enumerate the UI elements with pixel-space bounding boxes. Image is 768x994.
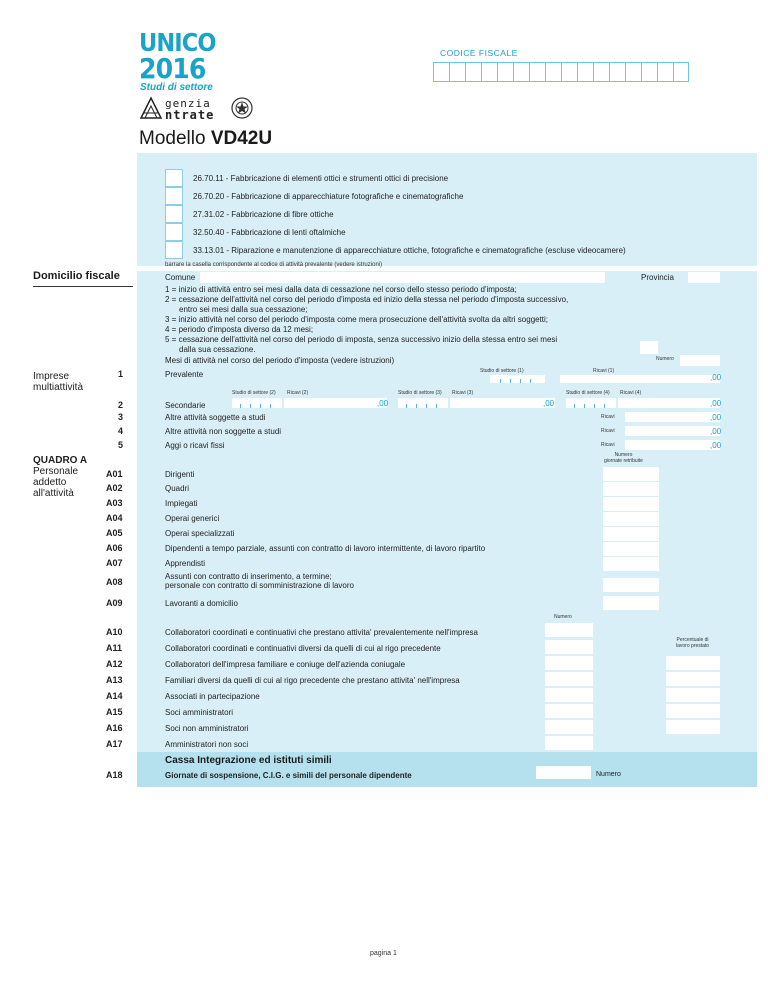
row-label: Amministratori non soci: [165, 740, 249, 749]
domicilio-code-input[interactable]: [640, 341, 658, 354]
unico-logo-subtitle: Studi di settore: [140, 82, 213, 93]
quadro-a-sub3: all'attività: [33, 488, 74, 499]
altre-soggette-label: Altre attività soggette a studi: [165, 413, 266, 422]
percentuale-input[interactable]: [666, 720, 720, 734]
secondarie-label: Secondarie: [165, 401, 206, 410]
ricavi1-decimals: ,00: [710, 373, 722, 382]
activity-row: [165, 241, 626, 259]
percentuale-input[interactable]: [666, 688, 720, 702]
note-line: 3 = inizio attività nel corso del periodo d'imposta come mera prosecuzione dell'attività svolta da altri soggetti;: [165, 315, 549, 324]
numero-input[interactable]: [545, 623, 593, 637]
row-label: Apprendisti: [165, 559, 206, 568]
row-label: Operai specializzati: [165, 529, 235, 538]
row-label: Collaboratori dell'impresa familiare e coniuge dell'azienda coniugale: [165, 660, 406, 669]
agenzia-line1: genzia: [165, 97, 211, 110]
giornate-input[interactable]: [603, 542, 659, 556]
numero-input[interactable]: [545, 688, 593, 702]
page-number: pagina 1: [370, 950, 397, 957]
multi-title-line2: multiattività: [33, 382, 84, 393]
comune-label: Comune: [165, 273, 196, 282]
domicilio-title: Domicilio fiscale: [33, 270, 120, 282]
row-number: 3: [118, 412, 124, 422]
studio1-ticks: [500, 379, 540, 383]
row-label: Dipendenti a tempo parziale, assunti con contratto di lavoro intermittente, di lavoro ripartito: [165, 544, 486, 553]
row-code: A15: [106, 707, 123, 717]
row-number: 4: [118, 426, 124, 436]
row-code: A11: [106, 643, 123, 653]
a08-line2: personale con contratto di somministrazione di lavoro: [165, 581, 354, 590]
a18-label: Giornate di sospensione, C.I.G. e simili del personale dipendente: [165, 771, 412, 780]
row-code: A17: [106, 739, 123, 749]
numero-input[interactable]: [545, 704, 593, 718]
provincia-label: Provincia: [641, 273, 674, 282]
row-code: A03: [106, 498, 123, 508]
percentuale-input[interactable]: [666, 672, 720, 686]
quadro-a-sub1: Personale: [33, 466, 79, 477]
percentuale-label: [676, 637, 709, 649]
giornate-input[interactable]: [603, 482, 659, 496]
row-number: 2: [118, 400, 124, 410]
a08-label: [165, 572, 354, 590]
aggi-label: Aggi o ricavi fissi: [165, 441, 225, 450]
studio4-ticks: [574, 404, 614, 408]
codice-fiscale-input[interactable]: [433, 62, 689, 82]
note-line: entro sei mesi dalla sua cessazione;: [179, 305, 308, 314]
quadro-a-heading: QUADRO A: [33, 455, 88, 466]
activity-checkbox[interactable]: [165, 223, 183, 241]
mesi-numero-label: Numero: [656, 356, 674, 362]
row-label: Soci amministratori: [165, 708, 234, 717]
ricavi-label: Ricavi: [601, 414, 615, 420]
domicilio-notes: [165, 285, 568, 355]
ricavi-label: Ricavi: [601, 442, 615, 448]
row-label: Collaboratori coordinati e continuativi che prestano attivita' prevalentemente nell'impresa: [165, 628, 479, 637]
row-code: A05: [106, 528, 123, 538]
model-prefix: Modello: [139, 128, 206, 149]
ricavi4-decimals: ,00: [710, 399, 722, 408]
activity-row: [165, 205, 334, 223]
mesi-input[interactable]: [680, 355, 720, 366]
unico-logo-title: UNICO: [139, 28, 216, 57]
giornate-input[interactable]: [603, 497, 659, 511]
row-label: Lavoranti a domicilio: [165, 599, 238, 608]
row-code: A02: [106, 483, 123, 493]
row-code: A01: [106, 469, 123, 479]
aggi-input[interactable]: [625, 440, 720, 450]
activity-row: [165, 187, 463, 205]
ricavi1-label: Ricavi (1): [593, 368, 615, 374]
percentuale-input[interactable]: [666, 656, 720, 670]
ricavi3-label: Ricavi (3): [452, 390, 474, 396]
giornate-input[interactable]: [603, 467, 659, 481]
numero-input[interactable]: [545, 656, 593, 670]
altre-non-soggette-label: Altre attività non soggette a studi: [165, 427, 282, 436]
row-code: A14: [106, 691, 123, 701]
percentuale-line2: lavoro prestato: [676, 643, 710, 649]
altre-soggette-input[interactable]: [625, 412, 720, 422]
unico-logo-year: 2016: [139, 52, 206, 85]
row-label: Impiegati: [165, 499, 198, 508]
activity-label: 27.31.02 - Fabbricazione di fibre ottiche: [193, 209, 334, 219]
row-code: A04: [106, 513, 123, 523]
note-line: 1 = inizio di attività entro sei mesi dalla data di cessazione nel corso dello stesso periodo d'imposta;: [165, 285, 517, 294]
barrare-note: barrare la casella corrispondente al codice di attività prevalente (vedere istruzioni): [165, 262, 383, 268]
activity-label: 32.50.40 - Fabbricazione di lenti oftalmiche: [193, 227, 346, 237]
row-code: A13: [106, 675, 123, 685]
mesi-label: Mesi di attività nel corso del periodo d'imposta (vedere istruzioni): [165, 356, 395, 365]
multi-title-line1: Imprese: [33, 371, 70, 382]
studio3-label: Studio di settore (3): [398, 390, 442, 396]
giornate-input[interactable]: [603, 596, 659, 610]
numero-input[interactable]: [545, 720, 593, 734]
note-line: 5 = cessazione dell'attività nel corso del periodo di imposta, senza successivo inizio della stessa entro sei mesi: [165, 335, 558, 344]
note-line: 2 = cessazione dell'attività nel corso del periodo d'imposta ed inizio della stessa nel periodo d'imposta successivo,: [165, 295, 569, 304]
studio1-label: Studio di settore (1): [480, 368, 524, 374]
row-code: A08: [106, 577, 123, 587]
note-line: dalla sua cessazione.: [179, 345, 256, 354]
quadro-a-sub2: addetto: [33, 477, 67, 488]
activity-row: [165, 169, 448, 187]
ricavi3-input[interactable]: [450, 398, 555, 408]
row-code: A06: [106, 543, 123, 553]
comune-input[interactable]: [200, 272, 605, 283]
decimals: ,00: [710, 441, 722, 450]
model-title: [139, 128, 272, 150]
model-code: VD42U: [210, 128, 273, 149]
domicilio-underline: [33, 286, 133, 287]
giornate-input[interactable]: [603, 557, 659, 571]
row-code: A18: [106, 770, 123, 780]
activity-label: 33.13.01 - Riparazione e manutenzione di apparecchiature ottiche, fotografiche e cinematografiche (escluse videocamere): [193, 245, 626, 255]
giornate-input[interactable]: [603, 578, 659, 592]
row-number: 5: [118, 440, 124, 450]
quadro-a-title: [33, 455, 87, 499]
studio4-label: Studio di settore (4): [566, 390, 610, 396]
row-number: 1: [118, 369, 124, 379]
multi-title: [33, 371, 83, 393]
row-label: Soci non amministratori: [165, 724, 249, 733]
activity-checkbox[interactable]: [165, 187, 183, 205]
row-label: Familiari diversi da quelli di cui al rigo precedente che prestano attivita' nell'impresa: [165, 676, 460, 685]
a18-numero-label: Numero: [596, 771, 621, 778]
decimals: ,00: [710, 427, 722, 436]
ricavi1-input[interactable]: [560, 375, 720, 383]
a08-line1: Assunti con contratto di inserimento, a termine;: [165, 572, 332, 581]
activity-row: [165, 223, 346, 241]
row-label: Operai generici: [165, 514, 220, 523]
activity-checkbox[interactable]: [165, 205, 183, 223]
agenzia-logo-icon: [139, 96, 163, 120]
provincia-input[interactable]: [688, 272, 720, 283]
percentuale-input[interactable]: [666, 704, 720, 718]
row-code: A10: [106, 627, 123, 637]
activity-checkbox[interactable]: [165, 169, 183, 187]
numero-label: Numero: [554, 614, 572, 620]
giornate-input[interactable]: [603, 512, 659, 526]
row-label: Associati in partecipazione: [165, 692, 260, 701]
activity-checkbox[interactable]: [165, 241, 183, 259]
studio2-ticks: [240, 404, 280, 408]
activity-label: 26.70.20 - Fabbricazione di apparecchiature fotografiche e cinematografiche: [193, 191, 464, 201]
ricavi4-input[interactable]: [618, 398, 720, 408]
percentuale-line1: Percentuale di: [676, 637, 709, 643]
ricavi3-decimals: ,00: [543, 399, 555, 408]
row-code: A16: [106, 723, 123, 733]
republic-emblem-icon: [230, 96, 254, 120]
giornate-input[interactable]: [603, 527, 659, 541]
numero-input[interactable]: [545, 736, 593, 750]
note-line: 4 = periodo d'imposta diverso da 12 mesi;: [165, 325, 314, 334]
row-code: A07: [106, 558, 123, 568]
cassa-title: Cassa Integrazione ed istituti simili: [165, 755, 332, 766]
prevalente-label: Prevalente: [165, 370, 204, 379]
codice-fiscale-label: CODICE FISCALE: [440, 48, 518, 58]
numero-input[interactable]: [545, 640, 593, 654]
ricavi4-label: Ricavi (4): [620, 390, 642, 396]
numero-giornate-line2: giornate retribuite: [604, 458, 643, 464]
decimals: ,00: [710, 413, 722, 422]
activity-label: 26.70.11 - Fabbricazione di elementi ottici e strumenti ottici di precisione: [193, 173, 449, 183]
numero-input[interactable]: [545, 672, 593, 686]
altre-non-soggette-input[interactable]: [625, 426, 720, 436]
row-code: A12: [106, 659, 123, 669]
row-label: Quadri: [165, 484, 190, 493]
studio3-ticks: [406, 404, 446, 408]
a18-input[interactable]: [536, 766, 591, 779]
row-code: A09: [106, 598, 123, 608]
ricavi2-decimals: ,00: [377, 399, 389, 408]
row-label: Collaboratori coordinati e continuativi diversi da quelli di cui al rigo precedente: [165, 644, 441, 653]
numero-giornate-label: [604, 452, 643, 464]
ricavi2-label: Ricavi (2): [287, 390, 309, 396]
row-label: Dirigenti: [165, 470, 195, 479]
agenzia-line2: ntrate: [165, 108, 215, 122]
ricavi2-input[interactable]: [284, 398, 387, 408]
studio2-label: Studio di settore (2): [232, 390, 276, 396]
ricavi-label: Ricavi: [601, 428, 615, 434]
numero-giornate-line1: Numero: [614, 452, 633, 458]
